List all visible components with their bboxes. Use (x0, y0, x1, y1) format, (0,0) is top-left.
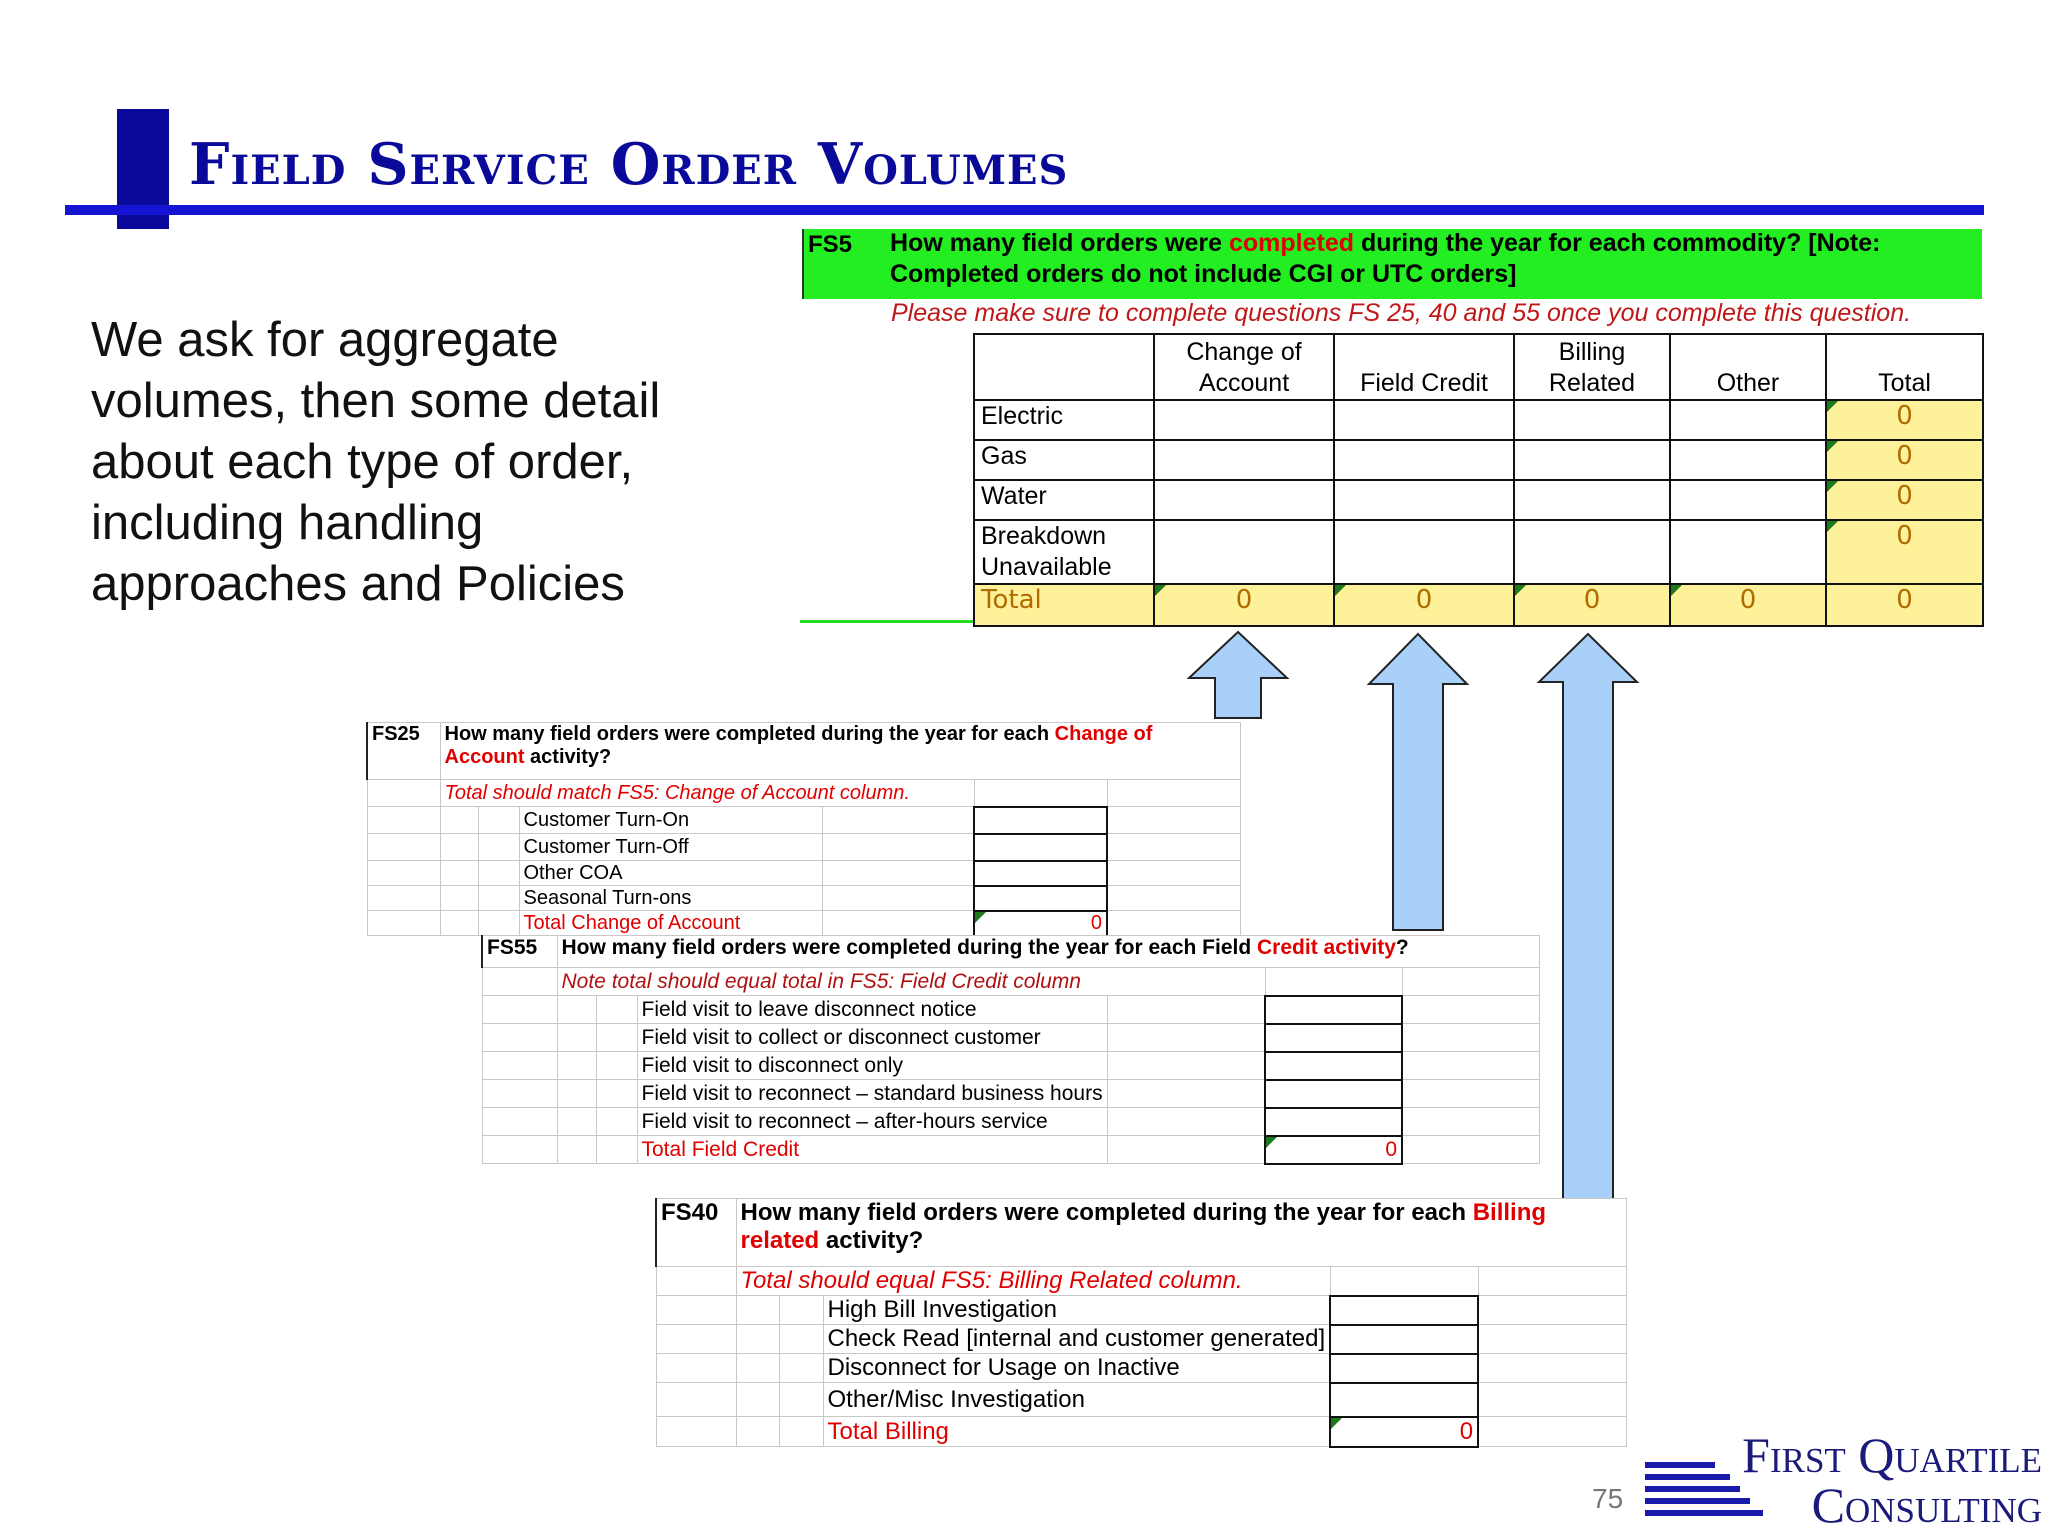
blank-cell (482, 1052, 557, 1080)
blank-cell (596, 1052, 637, 1080)
fs40-code: FS40 (656, 1199, 736, 1267)
fs5-header: Change of Account (1154, 334, 1334, 400)
blank-cell (822, 886, 974, 911)
blank-cell (482, 968, 557, 996)
title-underline (65, 205, 1984, 215)
fs5-header: Total (1826, 334, 1983, 400)
blank-cell (1478, 1325, 1626, 1354)
blank-cell (1330, 1267, 1478, 1296)
fs5-input-cell[interactable] (1334, 480, 1514, 520)
blank-cell (1478, 1417, 1626, 1447)
blank-cell (367, 911, 440, 936)
blank-cell (656, 1383, 736, 1417)
blank-cell (557, 1024, 596, 1052)
blank-cell (367, 861, 440, 886)
fs40-input[interactable] (1330, 1325, 1478, 1354)
fs5-input-cell[interactable] (1334, 520, 1514, 584)
blank-cell (1107, 780, 1240, 807)
fs5-column-total-value: 0 (1415, 585, 1433, 615)
blank-cell (1107, 1136, 1265, 1164)
fs40-question (736, 1199, 1626, 1267)
fs25-table (366, 722, 1241, 937)
blank-cell (478, 834, 519, 861)
blank-cell (557, 1080, 596, 1108)
blank-cell (596, 1080, 637, 1108)
fs55-input[interactable] (1265, 1080, 1402, 1108)
fs5-input-cell[interactable] (1334, 400, 1514, 440)
fs5-input-cell[interactable] (1514, 400, 1670, 440)
blank-cell (367, 780, 440, 807)
blank-cell (736, 1383, 779, 1417)
blank-cell (1107, 807, 1240, 834)
fs40-input[interactable] (1330, 1296, 1478, 1325)
blank-cell (1107, 1052, 1265, 1080)
blank-cell (974, 780, 1107, 807)
fs5-row-label: Breakdown Unavailable (974, 520, 1154, 584)
blank-cell (1478, 1354, 1626, 1383)
fs5-input-cell[interactable] (1514, 480, 1670, 520)
fs5-header: Other (1670, 334, 1826, 400)
blank-cell (1107, 834, 1240, 861)
fs5-column-total-value: 0 (1896, 585, 1913, 615)
fs25-input[interactable] (974, 861, 1107, 886)
fs5-column-total (1334, 584, 1514, 626)
fs40-total-value (1330, 1417, 1478, 1447)
blank-cell (440, 911, 478, 936)
fs5-row-total-value: 0 (1896, 441, 1913, 471)
blank-cell (1402, 1080, 1539, 1108)
blank-cell (478, 807, 519, 834)
blank-cell (736, 1354, 779, 1383)
fs5-header: Field Credit (1334, 334, 1514, 400)
fs55-code: FS55 (482, 936, 557, 968)
fs5-input-cell[interactable] (1670, 480, 1826, 520)
fs5-note: Please make sure to complete questions FS 25, 40 and 55 once you complete this question. (891, 299, 1912, 327)
fs5-input-cell[interactable] (1514, 440, 1670, 480)
fs5-input-cell[interactable] (1334, 440, 1514, 480)
fs25-input[interactable] (974, 807, 1107, 834)
blank-cell (1107, 911, 1240, 936)
blank-cell (656, 1267, 736, 1296)
blank-cell (1107, 1080, 1265, 1108)
fs5-table (973, 333, 1984, 627)
blank-cell (1402, 968, 1539, 996)
fs5-input-cell[interactable] (1154, 440, 1334, 480)
fs5-header: Billing Related (1514, 334, 1670, 400)
fs55-input[interactable] (1265, 996, 1402, 1024)
blank-cell (1402, 1052, 1539, 1080)
fs5-input-cell[interactable] (1154, 520, 1334, 584)
blank-cell (1107, 861, 1240, 886)
fs5-column-total (1514, 584, 1670, 626)
fs5-column-total (1670, 584, 1826, 626)
blank-cell (1402, 996, 1539, 1024)
blank-cell (779, 1383, 823, 1417)
fs5-corner-cell (974, 334, 1154, 400)
slide-title: Field Service Order Volumes (189, 131, 1069, 198)
fs5-column-total (1154, 584, 1334, 626)
blank-cell (596, 1024, 637, 1052)
fs55-total-value (1265, 1136, 1402, 1164)
fs40-question-highlight: Billing related (740, 1199, 1547, 1254)
blank-cell (822, 861, 974, 886)
fs40-item: Disconnect for Usage on Inactive (823, 1354, 1330, 1383)
fs40-total-number: 0 (1459, 1417, 1474, 1445)
fs5-total-label: Total (974, 584, 1154, 626)
fs25-note: Total should match FS5: Change of Account column. (440, 780, 974, 807)
blank-cell (779, 1417, 823, 1447)
blank-cell (367, 807, 440, 834)
fs40-item: Other/Misc Investigation (823, 1383, 1330, 1417)
blank-cell (1107, 1108, 1265, 1136)
blank-cell (1107, 886, 1240, 911)
blank-cell (367, 834, 440, 861)
fs25-item: Customer Turn-Off (519, 834, 822, 861)
fs40-question-post: activity? (819, 1227, 924, 1254)
blank-cell (1402, 1136, 1539, 1164)
blank-cell (596, 1136, 637, 1164)
fs55-item: Field visit to collect or disconnect customer (637, 1024, 1107, 1052)
blank-cell (656, 1296, 736, 1325)
fs40-table (655, 1198, 1627, 1448)
fs40-total-label: Total Billing (823, 1417, 1330, 1447)
blank-cell (482, 1108, 557, 1136)
fs25-question-highlight: Change of Account (444, 723, 1153, 768)
blank-cell (596, 996, 637, 1024)
fs25-input[interactable] (974, 834, 1107, 861)
fs55-total-label: Total Field Credit (637, 1136, 1107, 1164)
arrow-up-change-of-account (1185, 630, 1291, 720)
fs25-code: FS25 (367, 723, 440, 780)
blank-cell (656, 1354, 736, 1383)
fs55-note: Note total should equal total in FS5: Field Credit column (557, 968, 1265, 996)
logo-line-1: First Quartile (1742, 1427, 2042, 1483)
fs5-row-label: Electric (974, 400, 1154, 440)
blank-cell (656, 1325, 736, 1354)
blank-cell (478, 886, 519, 911)
blank-cell (440, 807, 478, 834)
fs5-row-total-value: 0 (1896, 521, 1913, 551)
fs25-item: Customer Turn-On (519, 807, 822, 834)
company-logo (1712, 1427, 2042, 1533)
logo-line-2: Consulting (1811, 1477, 2042, 1533)
fs55-total-number: 0 (1385, 1137, 1398, 1161)
fs5-row-total-value: 0 (1896, 401, 1913, 431)
arrow-up-billing-related (1535, 632, 1641, 1202)
blank-cell (779, 1354, 823, 1383)
fs5-question-post: during the year for each commodity? [Note: Completed orders do not include CGI or UTC orders] (890, 229, 1881, 288)
arrow-up-field-credit (1365, 632, 1471, 932)
fs40-question-pre: How many field orders were completed during the year for each (740, 1199, 1473, 1226)
blank-cell (736, 1325, 779, 1354)
blank-cell (440, 861, 478, 886)
fs25-question (440, 723, 1240, 780)
blank-cell (779, 1296, 823, 1325)
fs5-column-total-value: 0 (1235, 585, 1253, 615)
blank-cell (367, 886, 440, 911)
fs5-bottom-line (800, 620, 975, 623)
blank-cell (557, 1136, 596, 1164)
blank-cell (557, 996, 596, 1024)
blank-cell (1478, 1296, 1626, 1325)
fs55-question-post: ? (1395, 936, 1409, 959)
blank-cell (822, 834, 974, 861)
fs25-item: Other COA (519, 861, 822, 886)
fs5-row-total (1826, 520, 1983, 584)
fs25-total-number: 0 (1090, 911, 1102, 934)
fs55-item: Field visit to disconnect only (637, 1052, 1107, 1080)
fs55-input[interactable] (1265, 1024, 1402, 1052)
fs55-item: Field visit to reconnect – standard business hours (637, 1080, 1107, 1108)
blank-cell (482, 996, 557, 1024)
blank-cell (1478, 1383, 1626, 1417)
blank-cell (478, 911, 519, 936)
page-number: 75 (1592, 1483, 1624, 1514)
fs55-question (557, 936, 1539, 968)
fs5-code: FS5 (808, 231, 853, 258)
blank-cell (482, 1024, 557, 1052)
fs40-note: Total should equal FS5: Billing Related column. (736, 1267, 1330, 1296)
fs55-table (481, 935, 1540, 1165)
blank-cell (482, 1136, 557, 1164)
blank-cell (440, 886, 478, 911)
blank-cell (1402, 1024, 1539, 1052)
fs25-total-value (974, 911, 1107, 936)
fs25-total-label: Total Change of Account (519, 911, 822, 936)
fs5-input-cell[interactable] (1670, 440, 1826, 480)
blank-cell (1402, 1108, 1539, 1136)
blank-cell (822, 911, 974, 936)
fs40-input[interactable] (1330, 1383, 1478, 1417)
fs40-item: High Bill Investigation (823, 1296, 1330, 1325)
fs55-question-pre: How many field orders were completed during the year for each Field (561, 936, 1258, 959)
fs25-question-post: activity? (524, 746, 612, 768)
fs40-input[interactable] (1330, 1354, 1478, 1383)
blank-cell (736, 1417, 779, 1447)
fs5-input-cell[interactable] (1154, 400, 1334, 440)
fs5-input-cell[interactable] (1670, 520, 1826, 584)
blank-cell (1107, 1024, 1265, 1052)
blank-cell (478, 861, 519, 886)
fs25-question-pre: How many field orders were completed during the year for each (444, 723, 1055, 745)
fs5-column-total (1826, 584, 1983, 626)
blank-cell (1107, 996, 1265, 1024)
fs5-row-total (1826, 440, 1983, 480)
fs5-input-cell[interactable] (1514, 520, 1670, 584)
fs40-item: Check Read [internal and customer generated] (823, 1325, 1330, 1354)
fs55-item: Field visit to reconnect – after-hours service (637, 1108, 1107, 1136)
fs5-input-cell[interactable] (1154, 480, 1334, 520)
fs5-row-label: Water (974, 480, 1154, 520)
blank-cell (440, 834, 478, 861)
fs5-row-total (1826, 480, 1983, 520)
fs5-column-total-value: 0 (1583, 585, 1601, 615)
blank-cell (596, 1108, 637, 1136)
body-text: We ask for aggregate volumes, then some detail about each type of order, including handling approaches and Policies (91, 313, 661, 611)
fs55-question-highlight: Credit activity (1257, 936, 1396, 959)
blank-cell (482, 1080, 557, 1108)
blank-cell (557, 1108, 596, 1136)
blank-cell (656, 1417, 736, 1447)
fs25-input[interactable] (974, 886, 1107, 911)
fs5-question-pre: How many field orders were (890, 229, 1229, 257)
blank-cell (1478, 1267, 1626, 1296)
blank-cell (1265, 968, 1402, 996)
blank-cell (779, 1325, 823, 1354)
fs5-question-highlight: completed (1229, 229, 1355, 257)
blank-cell (736, 1296, 779, 1325)
fs5-row-total-value: 0 (1896, 481, 1913, 511)
fs55-input[interactable] (1265, 1108, 1402, 1136)
blank-cell (557, 1052, 596, 1080)
fs55-input[interactable] (1265, 1052, 1402, 1080)
fs5-row-total (1826, 400, 1983, 440)
blank-cell (822, 807, 974, 834)
fs25-item: Seasonal Turn-ons (519, 886, 822, 911)
fs55-item: Field visit to leave disconnect notice (637, 996, 1107, 1024)
fs5-column-total-value: 0 (1739, 585, 1757, 615)
fs5-row-label: Gas (974, 440, 1154, 480)
fs5-question (890, 228, 1980, 290)
fs5-input-cell[interactable] (1670, 400, 1826, 440)
